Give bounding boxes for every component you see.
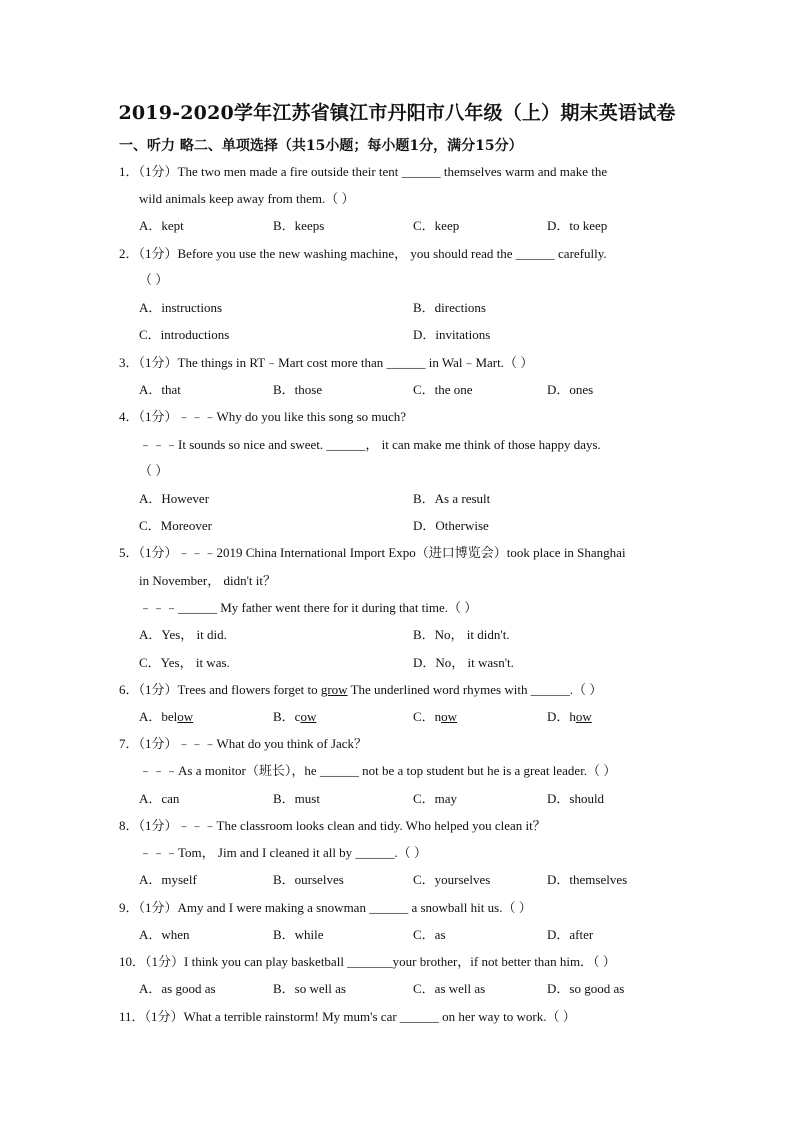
option-c[interactable]: C．as well as (413, 981, 486, 996)
option-c-underlined: ow (441, 709, 458, 724)
option-b[interactable]: B．while (273, 927, 324, 942)
option-a[interactable]: A．when (139, 927, 190, 942)
option-c[interactable]: C．the one (413, 382, 473, 397)
option-c[interactable]: C．yourselves (413, 872, 491, 887)
question-1-text-cont: wild animals keep away from them.（ ） (139, 191, 355, 206)
option-a[interactable]: A．as good as (139, 981, 216, 996)
option-a-prefix: A．bel (139, 709, 178, 724)
option-a[interactable]: A．kept (139, 218, 184, 233)
option-b-underlined: ow (300, 709, 317, 724)
option-c[interactable]: C．Yes， it was. (139, 655, 230, 670)
option-c[interactable]: C．Moreover (139, 518, 212, 533)
option-a-underlined: ow (177, 709, 194, 724)
underlined-word: grow (320, 682, 348, 697)
option-b[interactable]: B．those (273, 382, 323, 397)
option-d[interactable]: D．so good as (547, 981, 625, 996)
option-d[interactable]: D．Otherwise (413, 518, 489, 533)
option-b[interactable]: B．As a result (413, 491, 491, 506)
question-8-text-cont: ﹣﹣﹣Tom， Jim and I cleaned it all by ______.（ ） (139, 845, 427, 860)
question-1-options (139, 218, 679, 234)
question-3-options (139, 382, 679, 398)
option-b-prefix: B．c (273, 709, 301, 724)
question-2-text: 2．（1分）Before you use the new washing machine， you should read the ______ carefully. (119, 246, 607, 261)
question-5-text-cont2: ﹣﹣﹣______ My father went there for it during that time.（ ） (139, 600, 478, 615)
option-c[interactable]: C．may (413, 791, 458, 806)
option-b[interactable]: B．No， it didn't. (413, 627, 510, 642)
question-2-text-cont: （ ） (139, 272, 169, 287)
option-a[interactable]: A．However (139, 491, 210, 506)
page-title: 2019-2020学年江苏省镇江市丹阳市八年级（上）期末英语试卷 (118, 102, 676, 124)
question-4-options-row1 (139, 491, 679, 507)
question-2-options-row1 (139, 300, 679, 316)
section-heading: 一、听力 略二、单项选择（共15小题；每小题1分，满分15分） (119, 138, 523, 154)
question-6-post: The underlined word rhymes with ______.（ ） (347, 682, 603, 697)
option-b[interactable]: B．keeps (273, 218, 325, 233)
question-6-text (119, 682, 675, 698)
option-b[interactable]: B．so well as (273, 981, 346, 996)
question-9-options (139, 927, 679, 943)
question-4-text-cont: ﹣﹣﹣It sounds so nice and sweet. ______， it can make me think of those happy days. (139, 437, 601, 452)
option-c[interactable]: C．introductions (139, 327, 230, 342)
question-7-text-cont: ﹣﹣﹣As a monitor（班长），he ______ not be a top student but he is a great leader.（ ） (139, 763, 617, 778)
question-6-pre: 6．（1分）Trees and flowers forget to (119, 682, 321, 697)
option-b[interactable]: B．must (273, 791, 320, 806)
question-1-text: 1．（1分）The two men made a fire outside their tent ______ themselves warm and make the (119, 164, 608, 179)
question-11-text: 11．（1分）What a terrible rainstorm! My mum's car ______ on her way to work.（ ） (119, 1009, 576, 1024)
question-10-text: 10．（1分）I think you can play basketball _______your brother，if not better than him．（ ） (119, 954, 616, 969)
question-5-options-row1 (139, 627, 679, 643)
option-d[interactable]: D．themselves (547, 872, 628, 887)
option-d[interactable]: D．to keep (547, 218, 608, 233)
option-a[interactable]: A．instructions (139, 300, 223, 315)
option-b[interactable]: B．ourselves (273, 872, 344, 887)
option-a[interactable] (139, 709, 193, 725)
question-9-text: 9．（1分）Amy and I were making a snowman ______ a snowball hit us.（ ） (119, 900, 532, 915)
option-d[interactable]: D．should (547, 791, 605, 806)
question-5-text: 5．（1分）﹣﹣﹣2019 China International Import Expo（进口博览会）took place in Shanghai (119, 545, 626, 560)
question-4-options-row2 (139, 518, 679, 534)
option-b[interactable] (273, 709, 316, 725)
question-4-text-cont2: （ ） (139, 463, 169, 478)
question-3-text: 3．（1分）The things in RT﹣Mart cost more than ______ in Wal﹣Mart.（ ） (119, 355, 534, 370)
question-5-text-cont: in November， didn't it？ (139, 573, 277, 588)
question-5-options-row2 (139, 655, 679, 671)
option-d[interactable]: D．ones (547, 382, 594, 397)
option-c[interactable]: C．keep (413, 218, 460, 233)
question-2-options-row2 (139, 327, 679, 343)
option-d[interactable]: D．after (547, 927, 594, 942)
option-d-underlined: ow (575, 709, 592, 724)
option-d-prefix: D．h (547, 709, 576, 724)
option-c[interactable]: C．as (413, 927, 446, 942)
option-a[interactable]: A．Yes， it did. (139, 627, 227, 642)
option-c-prefix: C．n (413, 709, 442, 724)
option-d[interactable]: D．invitations (413, 327, 491, 342)
option-d[interactable]: D．No， it wasn't. (413, 655, 514, 670)
question-6-options (139, 709, 679, 725)
option-d[interactable] (547, 709, 592, 725)
option-b[interactable]: B．directions (413, 300, 486, 315)
question-8-options (139, 872, 679, 888)
question-4-text: 4．（1分）﹣﹣﹣Why do you like this song so much? (119, 409, 407, 424)
question-8-text: 8．（1分）﹣﹣﹣The classroom looks clean and tidy. Who helped you clean it？ (119, 818, 546, 833)
option-a[interactable]: A．can (139, 791, 180, 806)
option-a[interactable]: A．that (139, 382, 181, 397)
option-a[interactable]: A．myself (139, 872, 197, 887)
option-c[interactable] (413, 709, 457, 725)
question-10-options (139, 981, 679, 997)
question-7-text: 7．（1分）﹣﹣﹣What do you think of Jack？ (119, 736, 368, 751)
question-7-options (139, 791, 679, 807)
